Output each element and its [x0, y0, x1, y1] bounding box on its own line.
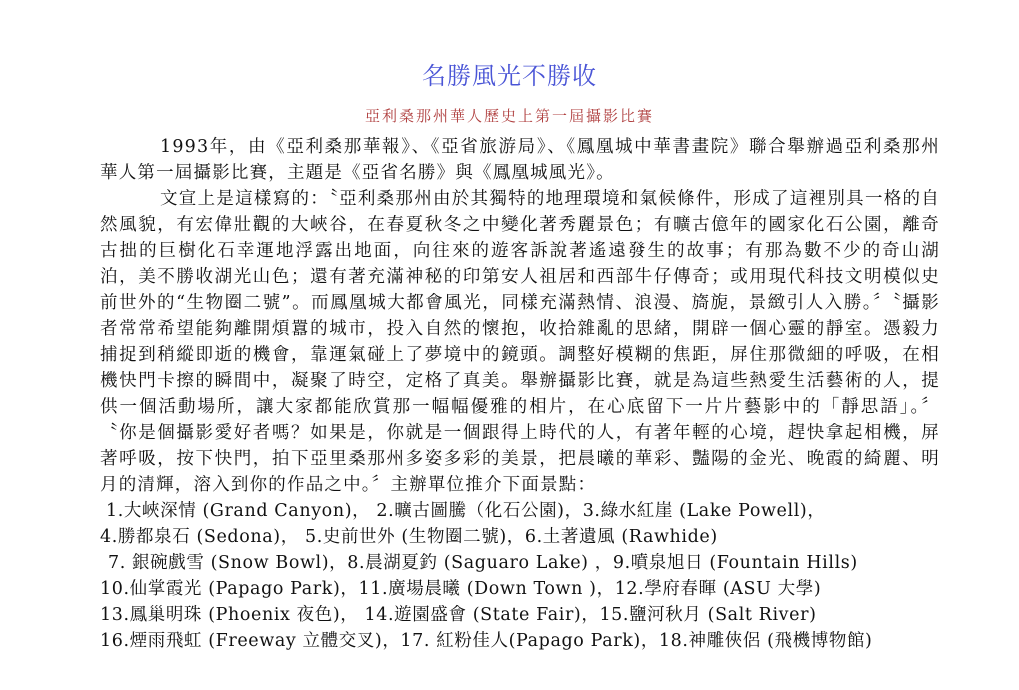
- list-item: 4.勝都泉石 (Sedona)， 5.史前世外 (生物圈二號)，6.土著遺風 (Rawhide): [100, 527, 718, 547]
- document-body: [100, 134, 940, 654]
- list-item: 10.仙掌霞光 (Papago Park)，11.廣場晨曦 (Down Town )，12.學府春暉 (ASU 大學): [100, 579, 822, 599]
- list-item: 16.煙雨飛虹 (Freeway 立體交叉)，17. 紅粉佳人(Papago Park)，18.神雕俠侶 (飛機博物館): [100, 631, 873, 651]
- quote-paragraph: 文宣上是這樣寫的：〝亞利桑那州由於其獨特的地理環境和氣候條件，形成了這裡別具一格的自然風貌，有宏偉壯觀的大峽谷，在春夏秋冬之中變化著秀麗景色；有曠古億年的國家化石公園，離奇古拙的巨樹化石幸運地浮露出地面，向往來的遊客訴說著遙遠發生的故事；有那為數不少的奇山湖泊，美不勝收湖光山色；還有著充滿神秘的印第安人祖居和西部牛仔傳奇；或用現代科技文明模似史前世外的“生物圈二號”。而鳳凰城大都會風光，同樣充滿熱情、浪漫、旖旎，景緻引人入勝。〞〝攝影者常常希望能夠離開煩囂的城市，投入自然的懷抱，收拾雜亂的思緒，開辟一個心靈的靜室。憑毅力捕捉到稍縱即逝的機會，靠運氣碰上了夢境中的鏡頭。調整好模糊的焦距，屏住那微細的呼吸，在相機快門卡擦的瞬間中，凝聚了時空，定格了真美。舉辦攝影比賽，就是為這些熱愛生活藝術的人，提供一個活動場所，讓大家都能欣賞那一幅幅優雅的相片，在心底留下一片片藝影中的「靜思語」。〞 〝你是個攝影愛好者嗎？如果是，你就是一個跟得上時代的人，有著年輕的心境，趕快拿起相機，屏著呼吸，按下快門，拍下亞里桑那州多姿多彩的美景，把晨曦的華彩、豔陽的金光、晚霞的綺麗、明月的清輝，溶入到你的作品之中。〞主辦單位推介下面景點：: [100, 189, 940, 495]
- list-item: 7. 銀碗戲雪 (Snow Bowl)，8.晨湖夏釣 (Saguaro Lake) ，9.噴泉旭日 (Fountain Hills): [108, 553, 858, 573]
- list-item: 1.大峽深情 (Grand Canyon)， 2.曠古圖騰（化石公園)，3.綠水紅崖 (Lake Powell)，: [106, 501, 826, 521]
- document-title: 名勝風光不勝收: [422, 62, 597, 90]
- intro-paragraph: 1993年，由《亞利桑那華報》、《亞省旅游局》、《鳳凰城中華書畫院》聯合舉辦過亞利桑那州華人第一屆攝影比賽，主題是《亞省名勝》與《鳳凰城風光》。: [100, 137, 940, 183]
- scenic-spots-list: [100, 498, 940, 654]
- list-item: 13.鳳巢明珠 (Phoenix 夜色)， 14.遊園盛會 (State Fair)，15.鹽河秋月 (Salt River): [100, 605, 817, 625]
- document-subtitle: 亞利桑那州華人歷史上第一屆攝影比賽: [364, 107, 654, 125]
